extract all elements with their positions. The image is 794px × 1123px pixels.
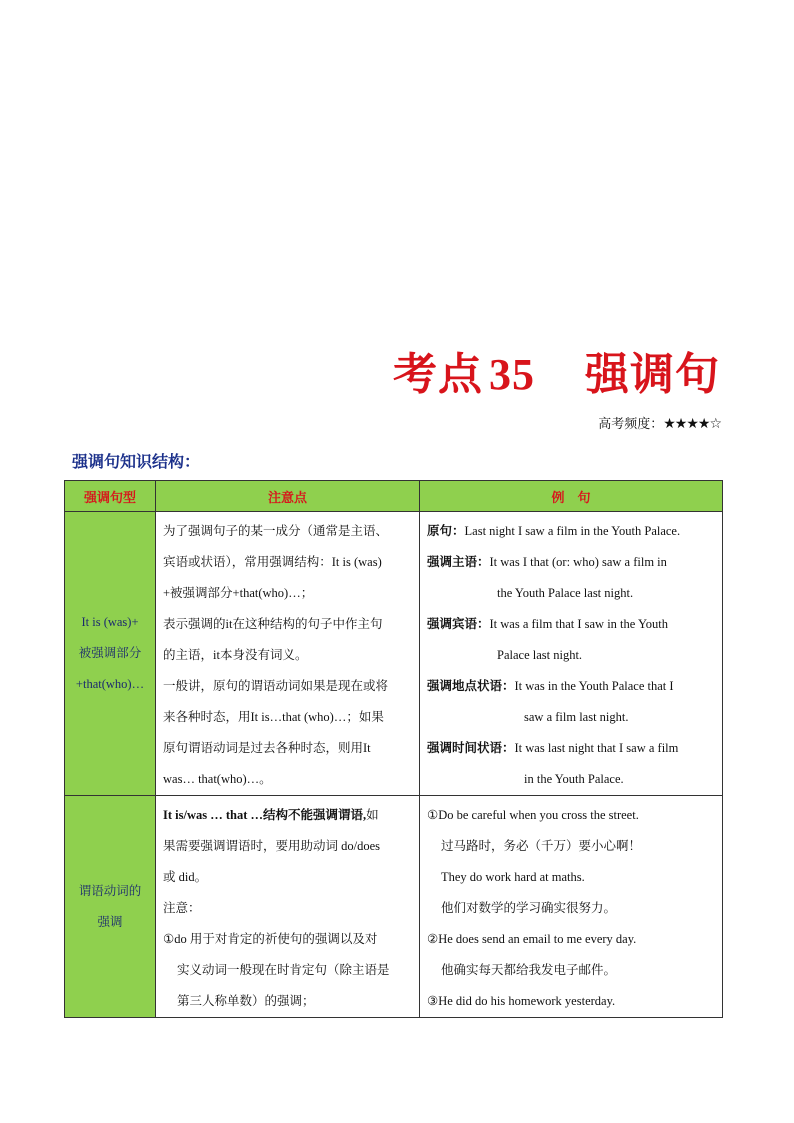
example-label: 强调地点状语： — [427, 679, 515, 693]
example-original — [427, 516, 716, 547]
exam-frequency — [540, 413, 721, 432]
note-bold: It is/was … that …结构不能强调谓语, — [163, 808, 367, 822]
note-line: 来各种时态，用It is…that (who)…；如果 — [163, 710, 384, 724]
notes-cell — [156, 512, 420, 796]
title-prefix: 考点 — [393, 349, 483, 400]
examples-cell — [420, 512, 723, 796]
type-line: 谓语动词的 — [78, 883, 142, 898]
frequency-label: 高考频度： — [598, 417, 664, 432]
star-rating-icon: ★★★★☆ — [663, 416, 721, 432]
example-subject — [427, 547, 716, 578]
example-continuation: Palace last night. — [497, 648, 583, 662]
note-line: 的主语，it本身没有词义。 — [163, 648, 308, 662]
example-translation: 他确实每天都给我发电子邮件。 — [441, 963, 617, 977]
type-line: +that(who)… — [75, 677, 145, 691]
note-line: 原句谓语动词是过去各种时态，则用It — [163, 741, 371, 755]
example-text: Last night I saw a film in the Youth Palace. — [464, 524, 681, 538]
note-line: was… that(who)…。 — [163, 772, 272, 786]
section-heading: 强调句知识结构： — [72, 452, 201, 471]
header-notes: 注意点 — [156, 481, 420, 512]
note-line: ①do 用于对肯定的祈使句的强调以及对 — [163, 932, 378, 946]
title-number: 35 — [489, 350, 535, 399]
type-cell — [65, 512, 156, 796]
note-line: 表示强调的it在这种结构的句子中作主句 — [163, 617, 383, 631]
examples-cell — [420, 796, 723, 1018]
example-line: ②He does send an email to me every day. — [427, 932, 637, 946]
knowledge-table — [64, 480, 723, 1018]
example-label: 强调宾语： — [427, 617, 490, 631]
header-examples: 例 句 — [420, 481, 723, 512]
example-line: They do work hard at maths. — [441, 870, 585, 884]
type-line: 强调 — [97, 914, 123, 929]
example-continuation: in the Youth Palace. — [524, 772, 624, 786]
note-line: +被强调部分+that(who)…； — [163, 586, 314, 600]
type-line: It is (was)+ — [81, 615, 139, 629]
header-type: 强调句型 — [65, 481, 156, 512]
example-label: 强调时间状语： — [427, 741, 515, 755]
note-line: 或 did。 — [163, 870, 208, 884]
page-title — [340, 338, 720, 402]
table-row — [65, 796, 723, 1018]
example-translation: 他们对数学的学习确实很努力。 — [441, 901, 617, 915]
note-line: 果需要强调谓语时，要用助动词 do/does — [163, 839, 381, 853]
note-line: 第三人称单数）的强调； — [177, 994, 315, 1008]
note-line: 宾语或状语），常用强调结构：It is (was) — [163, 555, 382, 569]
type-line: 被强调部分 — [78, 646, 142, 660]
example-object — [427, 609, 716, 640]
example-label: 强调主语： — [427, 555, 490, 569]
example-label: 原句： — [427, 524, 465, 538]
example-text: It was in the Youth Palace that I — [514, 679, 674, 693]
example-text: It was last night that I saw a film — [514, 741, 679, 755]
example-line: ③He did do his homework yesterday. — [427, 994, 616, 1008]
example-continuation: saw a film last night. — [524, 710, 629, 724]
title-topic: 强调句 — [585, 349, 720, 400]
note-line: 实义动词一般现在时肯定句（除主语是 — [177, 963, 390, 977]
table-row — [65, 512, 723, 796]
table-header-row — [65, 481, 723, 512]
example-text: It was I that (or: who) saw a film in — [489, 555, 667, 569]
example-line: ①Do be careful when you cross the street. — [427, 808, 639, 822]
note-text: 如 — [366, 808, 379, 822]
note-line: 注意： — [163, 901, 201, 915]
example-time-adverbial — [427, 733, 716, 764]
note-line: 为了强调句子的某一成分（通常是主语、 — [163, 524, 389, 538]
example-translation: 过马路时，务必（千万）要小心啊！ — [441, 839, 642, 853]
type-cell — [65, 796, 156, 1018]
note-line — [163, 800, 413, 831]
example-text: It was a film that I saw in the Youth — [489, 617, 668, 631]
note-line: 一般讲，原句的谓语动词如果是现在或将 — [163, 679, 389, 693]
example-continuation: the Youth Palace last night. — [497, 586, 634, 600]
notes-cell — [156, 796, 420, 1018]
example-place-adverbial — [427, 671, 716, 702]
